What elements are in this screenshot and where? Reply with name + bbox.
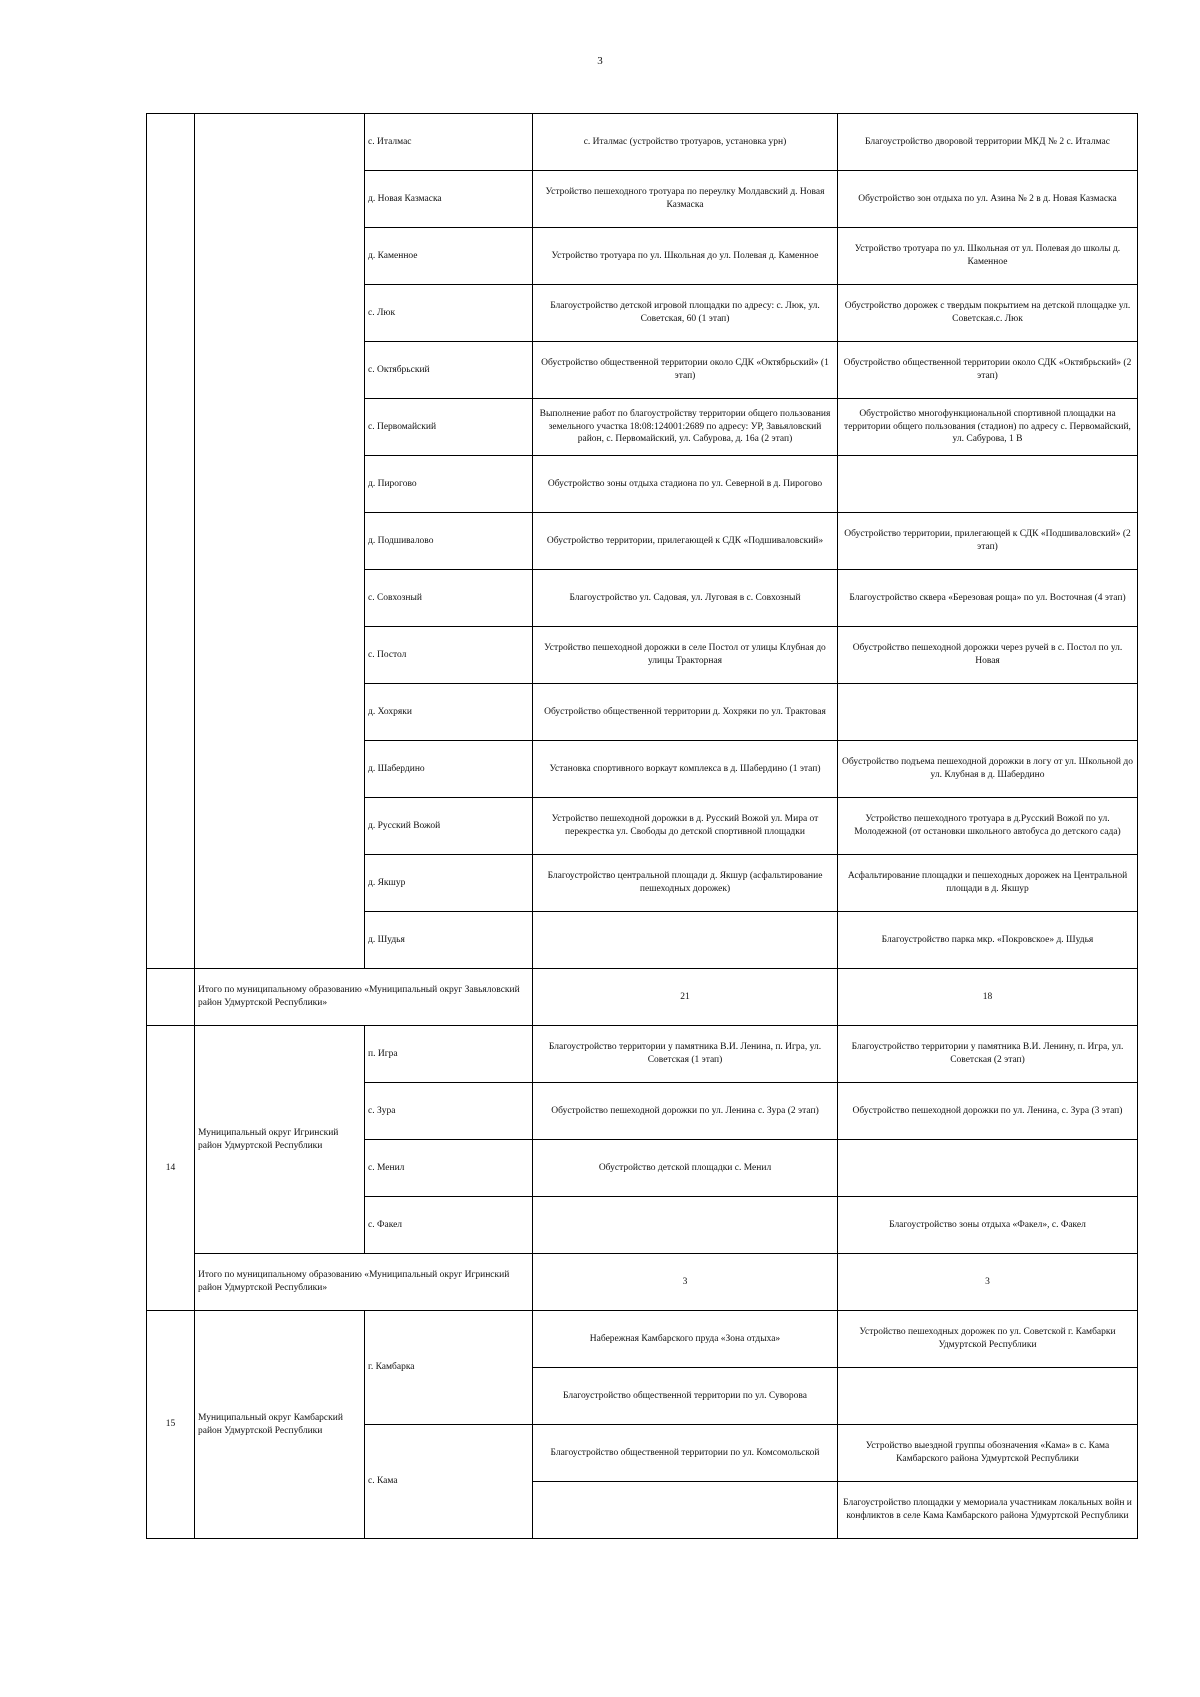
project-year2: Благоустройство парка мкр. «Покровское» д. Шудья (838, 912, 1138, 969)
row-number: 14 (147, 1026, 195, 1311)
projects-table (146, 113, 1138, 1539)
project-year1 (533, 1197, 838, 1254)
project-year1: Обустройство пешеходной дорожки по ул. Ленина с. Зура (2 этап) (533, 1083, 838, 1140)
project-year2: Обустройство пешеходной дорожки через ручей в с. Постол по ул. Новая (838, 627, 1138, 684)
project-year2: Устройство пешеходного тротуара в д.Русский Вожой по ул. Молодежной (от остановки школьного автобуса до детского сада) (838, 798, 1138, 855)
municipality-name: Муниципальный округ Игринский район Удмуртской Республики (195, 1026, 365, 1254)
project-year2: Обустройство многофункциональной спортивной площадки на территории общего пользования (стадион) по адресу с. Первомайский, ул. Сабурова, 1 В (838, 399, 1138, 456)
settlement-name: с. Первомайский (365, 399, 533, 456)
project-year2: Устройство пешеходных дорожек по ул. Советской г. Камбарки Удмуртской Республики (838, 1311, 1138, 1368)
total-row (147, 1254, 1138, 1311)
project-year2: Обустройство территории, прилегающей к СДК «Подшиваловский» (2 этап) (838, 513, 1138, 570)
project-year2: Устройство тротуара по ул. Школьная от ул. Полевая до школы д. Каменное (838, 228, 1138, 285)
project-year1: Благоустройство общественной территории по ул. Суворова (533, 1368, 838, 1425)
project-year2: Благоустройство зоны отдыха «Факел», с. Факел (838, 1197, 1138, 1254)
settlement-name: с. Зура (365, 1083, 533, 1140)
settlement-name: д. Хохряки (365, 684, 533, 741)
project-year2: Устройство выездной группы обозначения «Кама» в с. Кама Камбарского района Удмуртской Республики (838, 1425, 1138, 1482)
project-year1: Устройство пешеходной дорожки в д. Русский Вожой ул. Мира от перекрестка ул. Свободы до детской спортивной площадки (533, 798, 838, 855)
settlement-name: д. Якшур (365, 855, 533, 912)
project-year2: Асфальтирование площадки и пешеходных дорожек на Центральной площади в д. Якшур (838, 855, 1138, 912)
total-label: Итого по муниципальному образованию «Муниципальный округ Завьяловский район Удмуртской Республики» (195, 969, 533, 1026)
total-year2: 3 (838, 1254, 1138, 1311)
settlement-name: с. Факел (365, 1197, 533, 1254)
project-year2 (838, 1140, 1138, 1197)
row-number: 15 (147, 1311, 195, 1539)
project-year2: Обустройство подъема пешеходной дорожки в логу от ул. Школьной до ул. Клубная в д. Шабердино (838, 741, 1138, 798)
settlement-name: д. Новая Казмаска (365, 171, 533, 228)
settlement-name: с. Совхозный (365, 570, 533, 627)
settlement-name: д. Пирогово (365, 456, 533, 513)
project-year1: Благоустройство ул. Садовая, ул. Луговая в с. Совхозный (533, 570, 838, 627)
project-year1: Устройство пешеходного тротуара по переулку Молдавский д. Новая Казмаска (533, 171, 838, 228)
total-year2: 18 (838, 969, 1138, 1026)
settlement-name: д. Каменное (365, 228, 533, 285)
total-year1: 21 (533, 969, 838, 1026)
municipality-name: Муниципальный округ Камбарский район Удмуртской Республики (195, 1311, 365, 1539)
project-year2: Благоустройство территории у памятника В.И. Ленину, п. Игра, ул. Советская (2 этап) (838, 1026, 1138, 1083)
project-year1: Выполнение работ по благоустройству территории общего пользования земельного участка 18:08:124001:2689 по адресу: УР, Завьяловский район, с. Первомайский, ул. Сабурова, д. 16а (2 этап) (533, 399, 838, 456)
project-year1: Набережная Камбарского пруда «Зона отдыха» (533, 1311, 838, 1368)
project-year2: Обустройство пешеходной дорожки по ул. Ленина, с. Зура (3 этап) (838, 1083, 1138, 1140)
table-row (147, 1311, 1138, 1368)
total-label: Итого по муниципальному образованию «Муниципальный округ Игринский район Удмуртской Республики» (195, 1254, 533, 1311)
project-year2: Обустройство общественной территории около СДК «Октябрьский» (2 этап) (838, 342, 1138, 399)
empty-cell (147, 969, 195, 1026)
project-year1: Благоустройство детской игровой площадки по адресу: с. Люк, ул. Советская, 60 (1 этап) (533, 285, 838, 342)
project-year2: Обустройство зон отдыха по ул. Азина № 2 в д. Новая Казмаска (838, 171, 1138, 228)
project-year1 (533, 1482, 838, 1539)
table-row (147, 1026, 1138, 1083)
project-year1 (533, 912, 838, 969)
project-year1: Устройство пешеходной дорожки в селе Постол от улицы Клубная до улицы Тракторная (533, 627, 838, 684)
project-year1: Обустройство общественной территории д. Хохряки по ул. Трактовая (533, 684, 838, 741)
settlement-name: д. Подшивалово (365, 513, 533, 570)
settlement-name: с. Октябрьский (365, 342, 533, 399)
municipality-name (195, 114, 365, 969)
page-number: 3 (597, 55, 603, 67)
project-year2: Благоустройство дворовой территории МКД № 2 с. Италмас (838, 114, 1138, 171)
row-number (147, 114, 195, 969)
project-year2 (838, 456, 1138, 513)
project-year2: Обустройство дорожек с твердым покрытием на детской площадке ул. Советская.с. Люк (838, 285, 1138, 342)
total-row (147, 969, 1138, 1026)
settlement-name: с. Кама (365, 1425, 533, 1539)
settlement-name: п. Игра (365, 1026, 533, 1083)
project-year1: с. Италмас (устройство тротуаров, установка урн) (533, 114, 838, 171)
project-year2 (838, 1368, 1138, 1425)
project-year1: Устройство тротуара по ул. Школьная до ул. Полевая д. Каменное (533, 228, 838, 285)
project-year1: Обустройство общественной территории около СДК «Октябрьский» (1 этап) (533, 342, 838, 399)
settlement-name: г. Камбарка (365, 1311, 533, 1425)
project-year1: Обустройство детской площадки с. Менил (533, 1140, 838, 1197)
settlement-name: д. Шабердино (365, 741, 533, 798)
project-year1: Благоустройство центральной площади д. Якшур (асфальтирование пешеходных дорожек) (533, 855, 838, 912)
project-year2: Благоустройство площадки у мемориала участникам локальных войн и конфликтов в селе Кама Камбарского района Удмуртской Республики (838, 1482, 1138, 1539)
settlement-name: с. Постол (365, 627, 533, 684)
settlement-name: с. Менил (365, 1140, 533, 1197)
project-year1: Благоустройство общественной территории по ул. Комсомольской (533, 1425, 838, 1482)
project-year1: Благоустройство территории у памятника В.И. Ленина, п. Игра, ул. Советская (1 этап) (533, 1026, 838, 1083)
project-year2: Благоустройство сквера «Березовая роща» по ул. Восточная (4 этап) (838, 570, 1138, 627)
project-year1: Обустройство территории, прилегающей к СДК «Подшиваловский» (533, 513, 838, 570)
settlement-name: с. Люк (365, 285, 533, 342)
settlement-name: с. Италмас (365, 114, 533, 171)
table-row (147, 114, 1138, 171)
total-year1: 3 (533, 1254, 838, 1311)
project-year1: Установка спортивного воркаут комплекса в д. Шабердино (1 этап) (533, 741, 838, 798)
project-year1: Обустройство зоны отдыха стадиона по ул. Северной в д. Пирогово (533, 456, 838, 513)
settlement-name: д. Шудья (365, 912, 533, 969)
project-year2 (838, 684, 1138, 741)
settlement-name: д. Русский Вожой (365, 798, 533, 855)
